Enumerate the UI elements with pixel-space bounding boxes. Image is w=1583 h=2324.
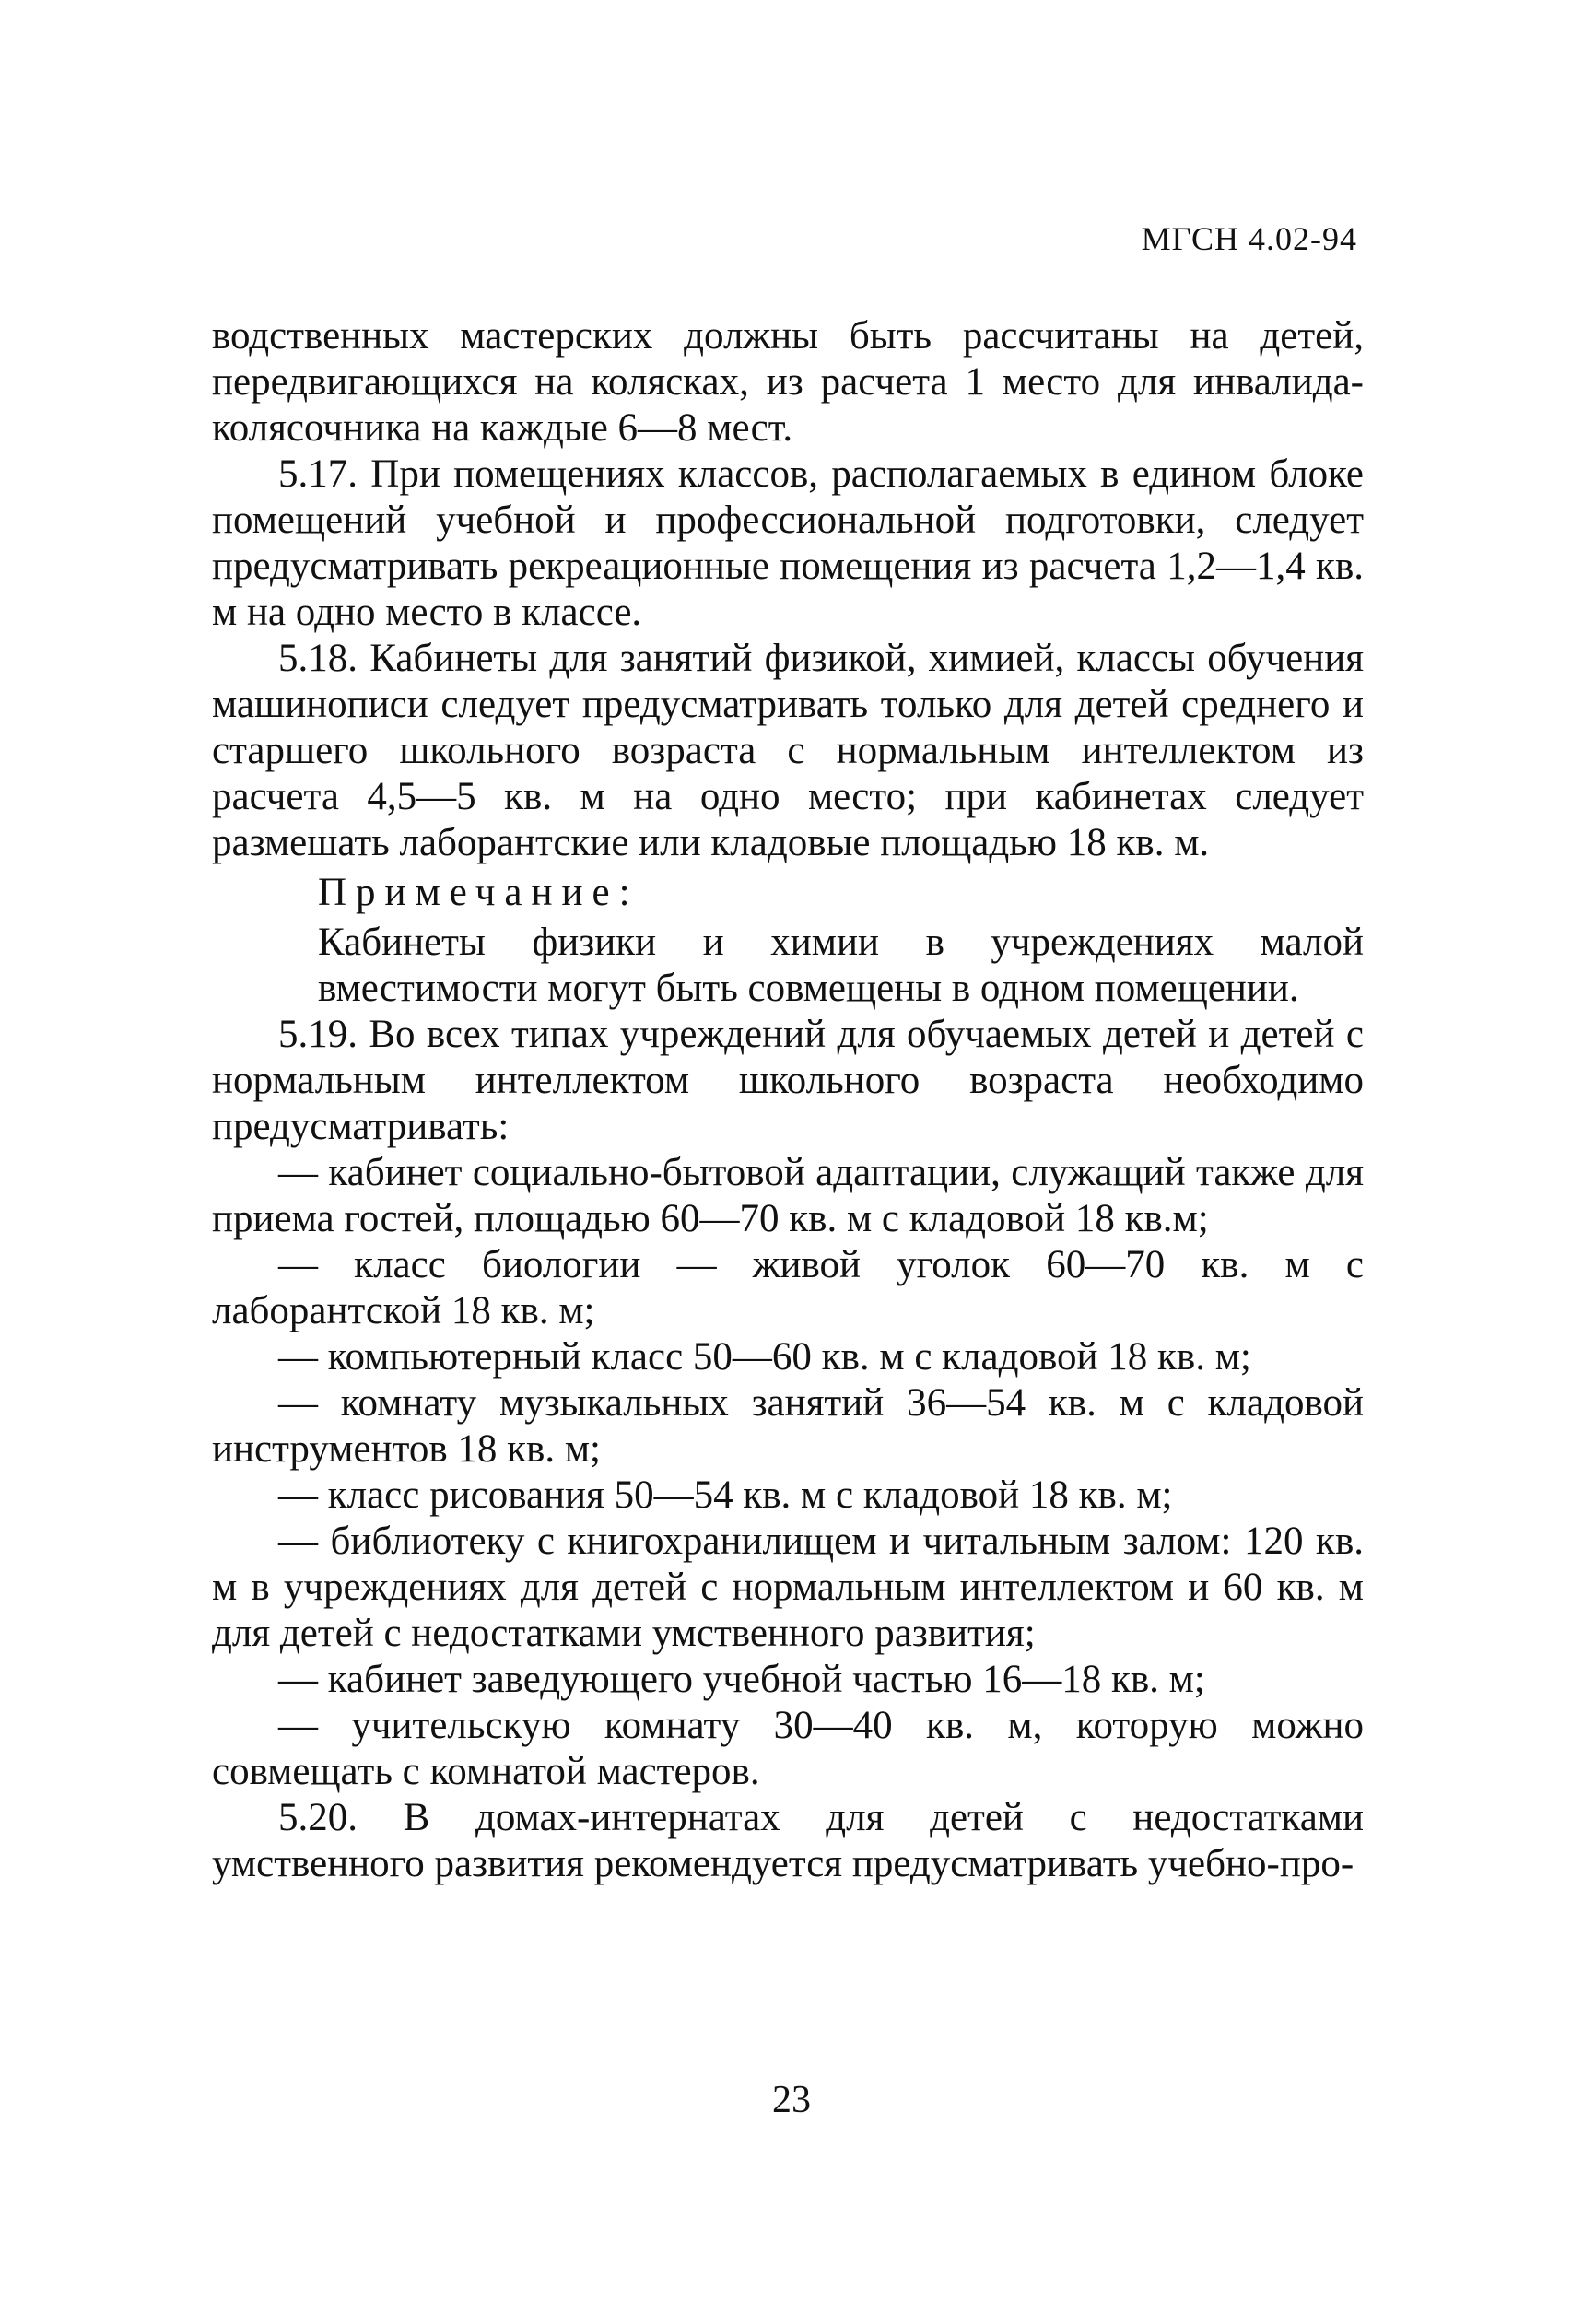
document-code: МГСН 4.02-94	[1141, 220, 1357, 257]
list-item: — библиотеку с книгохранилищем и читальным залом: 120 кв. м в учреждениях для детей с нормальным интеллектом и 60 кв. м для детей с недостатками умственного развития;	[212, 1520, 1364, 1655]
page-number: 23	[772, 2079, 811, 2121]
paragraph-5-20: 5.20. В домах-интернатах для детей с недостатками умственного развития рекомендуется предусматривать учебно-про-	[212, 1796, 1364, 1885]
list-item: — учительскую комнату 30—40 кв. м, которую можно совмещать с комнатой мастеров.	[212, 1704, 1364, 1793]
list-item: — кабинет социально-бытовой адаптации, служащий также для приема гостей, площадью 60—70 кв. м с кладовой 18 кв.м;	[212, 1151, 1364, 1240]
paragraph-continuation: водственных мастерских должны быть рассчитаны на детей, передвигающихся на колясках, из расчета 1 место для инвалида-колясочника на каждые 6—8 мест.	[212, 314, 1364, 450]
note-text: Кабинеты физики и химии в учреждениях малой вместимости могут быть совмещены в одном помещении.	[318, 921, 1364, 1010]
list-item: — комнату музыкальных занятий 36—54 кв. м с кладовой инструментов 18 кв. м;	[212, 1381, 1364, 1471]
paragraph-5-19: 5.19. Во всех типах учреждений для обучаемых детей и детей с нормальным интеллектом школьного возраста необходимо предусматривать:	[212, 1013, 1364, 1148]
list-item: — класс рисования 50—54 кв. м с кладовой 18 кв. м;	[278, 1473, 1173, 1517]
note-heading: Примечание:	[318, 871, 639, 914]
paragraph-5-17: 5.17. При помещениях классов, располагаемых в едином блоке помещений учебной и профессиональной подготовки, следует предусматривать рекреационные помещения из расчета 1,2—1,4 кв. м на одно место в классе.	[212, 452, 1364, 634]
body-text	[212, 313, 1364, 1887]
list-item: — компьютерный класс 50—60 кв. м с кладовой 18 кв. м;	[278, 1335, 1251, 1379]
paragraph-5-18: 5.18. Кабинеты для занятий физикой, химией, классы обучения машинописи следует предусматривать только для детей среднего и старшего школьного возраста с нормальным интеллектом из расчета 4,5—5 кв. м на одно место; при кабинетах следует размешать лаборантские или кладовые площадью 18 кв. м.	[212, 637, 1364, 864]
list-item: — класс биологии — живой уголок 60—70 кв. м с лаборантской 18 кв. м;	[212, 1243, 1364, 1332]
list-item: — кабинет заведующего учебной частью 16—18 кв. м;	[278, 1658, 1205, 1701]
